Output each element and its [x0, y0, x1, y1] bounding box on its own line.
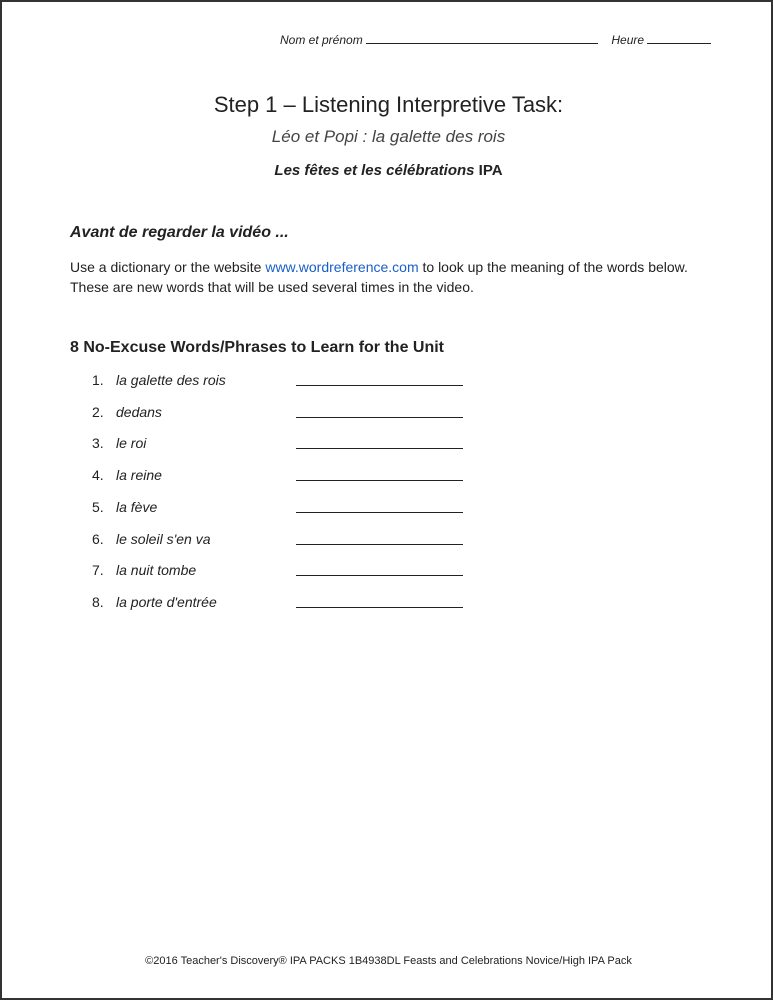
intro-text: [70, 257, 710, 297]
item-number: 2.: [92, 403, 104, 420]
vocab-item: [92, 562, 472, 578]
intro-post: to look up the meaning of the words below. These are new words that will be used several times in the video.: [70, 259, 688, 295]
intro-pre: Use a dictionary or the website: [70, 259, 266, 275]
answer-blank[interactable]: [296, 435, 463, 449]
vocab-item: [92, 467, 472, 483]
unit-theme: [2, 162, 773, 179]
item-term: la galette des rois: [116, 372, 226, 388]
vocab-item: [92, 404, 472, 420]
item-number: 5.: [92, 498, 104, 515]
item-number: 7.: [92, 562, 104, 579]
time-label: Heure: [611, 33, 645, 47]
vocab-item: [92, 499, 472, 515]
vocab-item: [92, 531, 472, 547]
vocab-item: [92, 594, 472, 610]
item-number: 1.: [92, 372, 104, 388]
student-header: [280, 33, 711, 47]
name-blank: [366, 43, 598, 44]
answer-blank[interactable]: [296, 404, 463, 418]
answer-blank[interactable]: [296, 594, 463, 608]
item-term: la reine: [116, 467, 162, 484]
item-term: la nuit tombe: [116, 562, 197, 579]
theme-name: Les fêtes et les célébrations: [274, 162, 475, 179]
time-blank: [647, 43, 711, 44]
wordreference-link[interactable]: www.wordreference.com: [265, 259, 419, 275]
vocab-item: [92, 372, 472, 388]
page-title: Step 1 – Listening Interpretive Task:: [213, 92, 564, 117]
item-term: le soleil s'en va: [116, 530, 211, 547]
answer-blank[interactable]: [296, 372, 463, 386]
answer-blank[interactable]: [296, 499, 463, 513]
answer-blank[interactable]: [296, 531, 463, 545]
page-subtitle: Léo et Popi : la galette des rois: [271, 127, 506, 146]
footer: ©2016 Teacher's Discovery® IPA PACKS 1B4938DL Feasts and Celebrations Novice/High IPA Pack: [145, 955, 632, 967]
theme-suffix: IPA: [478, 162, 503, 179]
list-heading: 8 No-Excuse Words/Phrases to Learn for the Unit: [70, 339, 445, 356]
item-number: 6.: [92, 530, 104, 547]
vocab-item: [92, 435, 472, 451]
item-number: 4.: [92, 467, 104, 484]
item-number: 3.: [92, 435, 104, 452]
answer-blank[interactable]: [296, 562, 463, 576]
item-term: dedans: [116, 403, 162, 420]
answer-blank[interactable]: [296, 467, 463, 481]
item-term: le roi: [116, 435, 147, 452]
item-term: la porte d'entrée: [116, 593, 217, 610]
item-term: la fève: [116, 498, 158, 515]
before-heading: Avant de regarder la vidéo ...: [70, 224, 289, 241]
name-label: Nom et prénom: [280, 33, 363, 47]
item-number: 8.: [92, 593, 104, 610]
